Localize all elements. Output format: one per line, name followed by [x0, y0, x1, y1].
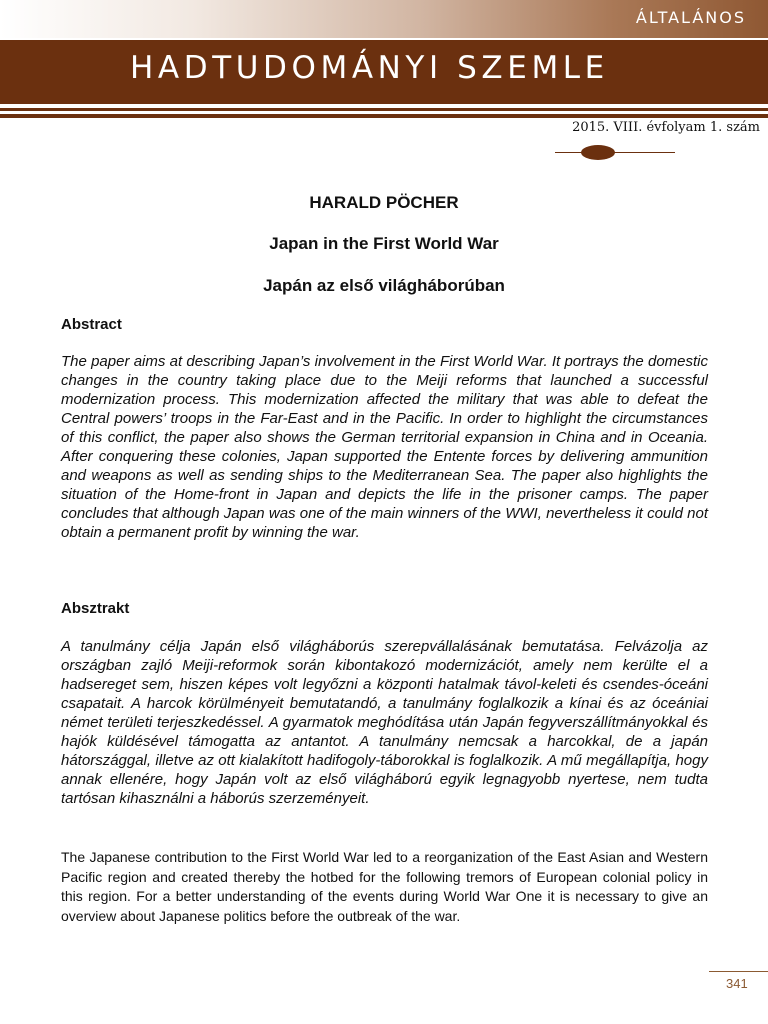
banner-rule-bottom	[0, 114, 768, 118]
absztrakt-heading: Absztrakt	[61, 600, 130, 617]
abstract-text: The paper aims at describing Japan’s involvement in the First World War. It portrays the domestic changes in the country taking place due to the Meiji reforms that launched a successful modernization process. This modernization affected the military that was able to defeat the Central powers’ troops in the Far-East and in the Pacific. In order to highlight the circumstances of this conflict, the paper also shows the German territorial expansion in China and in Oceania. After conquering these colonies, Japan supported the Entente forces by delivering ammunition and weapons as well as sending ships to the Mediterranean Sea. The paper also highlights the situation of the Home-front in Japan and depicts the life in the prisoner camps. The paper concludes that although Japan was one of the main winners of the WWI, nevertheless it could not obtain a permanent profit by winning the war.	[61, 353, 708, 541]
body-paragraph: The Japanese contribution to the First World War led to a reorganization of the East Asian and Western Pacific region and created thereby the hotbed for the following tremors of European colonial policy in this region. For a better understanding of the events during World War One it is necessary to give an overview about Japanese politics before the outbreak of the war.	[61, 849, 708, 924]
journal-title: HADTUDOMÁNYI SZEMLE	[130, 50, 609, 86]
author-name: HARALD PÖCHER	[309, 193, 459, 212]
abstract-heading: Abstract	[61, 316, 122, 333]
page-number: 341	[726, 976, 748, 991]
ornament-oval-icon	[581, 145, 615, 160]
banner-rule-top	[0, 108, 768, 111]
article-title-hungarian: Japán az első világháborúban	[263, 276, 505, 295]
page-number-rule	[709, 971, 768, 972]
absztrakt-text: A tanulmány célja Japán első világháborús szerepvállalásának bemutatása. Felvázolja az országban zajló Meiji-reformok során kibontakozó modernizációt, amely nem kerülte el a hadsereget sem, hiszen képes volt legyőzni a központi hatalmak távol-keleti és csendes-óceáni csapatait. A harcok körülményeit bemutatandó, a tanulmány foglalkozik a kínai és az óceániai német területi terjeszkedéssel. A gyarmatok meghódítása után Japán fegyverszállítmányokkal és hajók küldésével támogatta az antantot. A tanulmány nemcsak a harcokkal, de a japán hátországgal, illetve az ott kialakított hadifogoly-táborokkal is foglalkozik. A mű megállapítja, hogy annak ellenére, hogy Japán volt az első világháború egyik legnagyobb nyertese, nem tudta tartósan kihasználni a háborús szerzeményeit.	[61, 638, 708, 807]
article-title-english: Japan in the First World War	[269, 234, 499, 253]
section-label: ÁLTALÁNOS	[635, 8, 746, 27]
ornament-line	[555, 152, 675, 153]
issue-info: 2015. VIII. évfolyam 1. szám	[572, 120, 760, 135]
